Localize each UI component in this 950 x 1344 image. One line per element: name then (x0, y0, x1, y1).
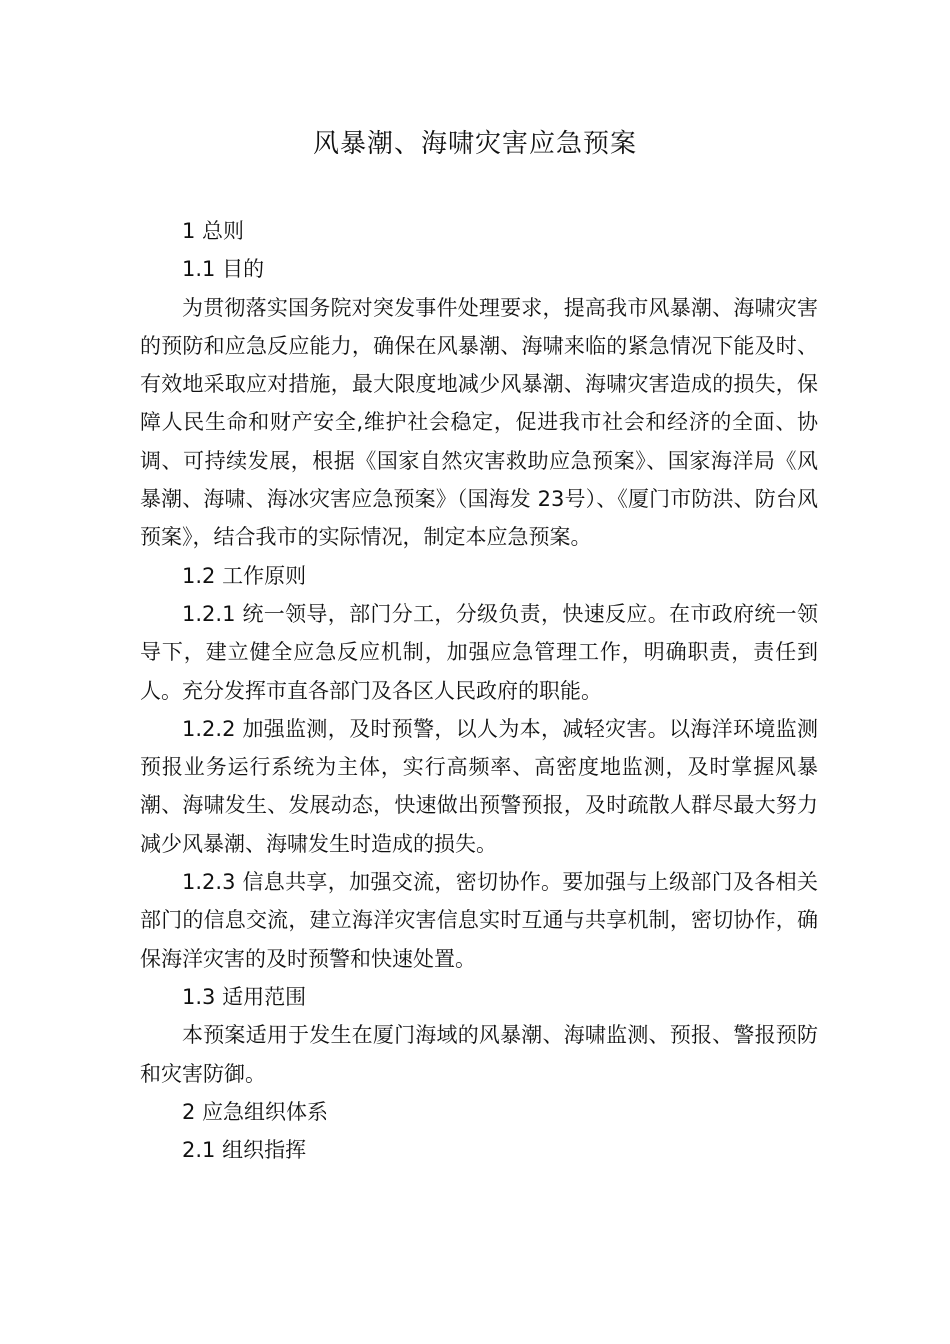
paragraph-scope: 本预案适用于发生在厦门海域的风暴潮、海啸监测、预报、警报预防和灾害防御。 (140, 1023, 818, 1086)
paragraph-principle-2: 1.2.2 加强监测，及时预警，以人为本，减轻灾害。以海洋环境监测预报业务运行系统为主体，实行高频率、高密度地监测，及时掌握风暴潮、海啸发生、发展动态，快速做出预警预报，及时疏散人群尽最大努力减少风暴潮、海啸发生时造成的损失。 (140, 716, 818, 856)
document-title: 风暴潮、海啸灾害应急预案 (312, 129, 637, 159)
heading-general: 1 总则 (182, 219, 245, 243)
heading-scope: 1.3 适用范围 (182, 984, 307, 1009)
document-body (140, 212, 818, 1169)
paragraph-principle-3: 1.2.3 信息共享，加强交流，密切协作。要加强与上级部门及各相关部门的信息交流，建立海洋灾害信息实时互通与共享机制，密切协作，确保海洋灾害的及时预警和快速处置。 (140, 870, 818, 971)
heading-principles: 1.2 工作原则 (182, 563, 307, 588)
paragraph-principle-1: 1.2.1 统一领导，部门分工，分级负责，快速反应。在市政府统一领导下，建立健全应急反应机制，加强应急管理工作，明确职责，责任到人。充分发挥市直各部门及各区人民政府的职能。 (140, 601, 818, 703)
heading-purpose: 1.1 目的 (182, 257, 265, 282)
paragraph-purpose: 为贯彻落实国务院对突发事件处理要求，提高我市风暴潮、海啸灾害的预防和应急反应能力，确保在风暴潮、海啸来临的紧急情况下能及时、有效地采取应对措施，最大限度地减少风暴潮、海啸灾害造成的损失，保障人民生命和财产安全,维护社会稳定，促进我市社会和经济的全面、协调、可持续发展，根据《国家自然灾害救助应急预案》、国家海洋局《风暴潮、海啸、海冰灾害应急预案》（国海发 23号）、《厦门市防洪、防台风预案》，结合我市的实际情况，制定本应急预案。 (140, 295, 818, 550)
heading-organization: 2 应急组织体系 (182, 1099, 329, 1124)
heading-command: 2.1 组织指挥 (182, 1138, 307, 1163)
